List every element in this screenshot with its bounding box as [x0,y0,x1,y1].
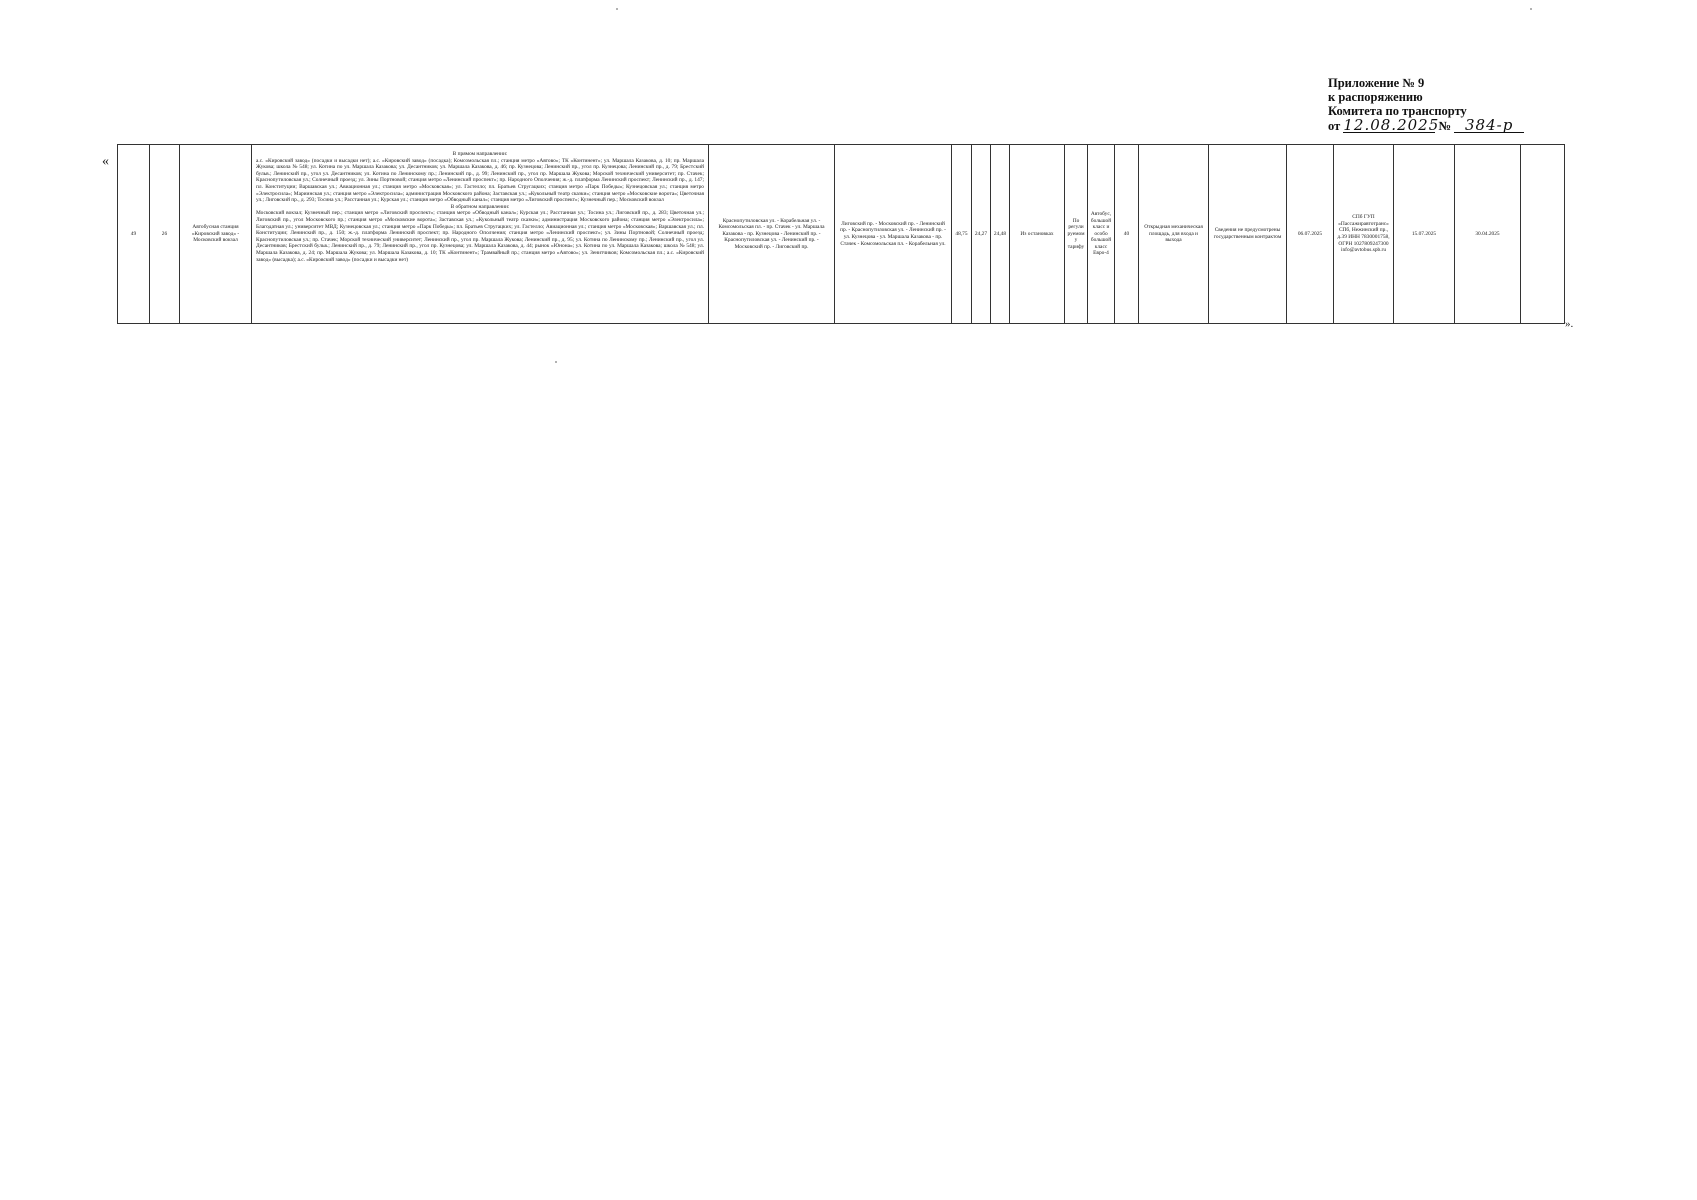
start-date-cell: 06.07.2025 [1287,145,1334,324]
route-name-cell: Автобусная станция «Кировский завод» - Московский вокзал [180,145,252,324]
scan-speck [555,361,557,363]
route-table [117,144,1565,324]
ticket-sale-cell: Открыдная механическая площадь, для входа и выхода [1139,145,1209,324]
row-number-cell: 49 [118,145,150,324]
route-row [118,145,1565,324]
date-from-cell: 15.07.2025 [1394,145,1455,324]
stops-forward-list: а.с. «Кировский завод» (посадки и высадки нет); а.с. «Кировский завод» (посадка); Комсомольская пл.; станция метро «Автово»; ТК «Континент»; ул. Маршала Казакова, д. 10; пр. Маршала Жукова; школа № 548; ул. Котина по ул. Маршала Казакова; ул. Десантников; ул. Маршала Казакова, д. 46; пр. Кузнецова; Ленинский пр., угол пр. Кузнецова; Ленинский пр., д. 79; Брестский бульв.; Ленинский пр., угол ул. Десантников; ул. Котина по Ленинскому пр.; Ленинский пр., д. 99; Ленинский пр., угол пр. Маршала Жукова; Морской технический университет; пр. Стачек; Краснопутиловская ул.; Солнечный проезд; ул. Зины Портновой; станция метро «Ленинский проспект»; пр. Народного Ополчения; ж.-д. платформа Ленинский проспект; Ленинский пр., д. 147; пл. Конституции; Варшавская ул.; Авиационная ул.; станция метро «Московская»; ул. Гастелло; пл. Братьев Стругацких; станция метро «Парк Победы»; Кузнецовская ул.; станция метро «Электросила»; Мариинская ул.; станция метро «Электросила»; администрация Московского района; Заставская ул.; «Кукольный театр сказки»; станция метро «Московские ворота»; Цветочная ул.; Лиговский пр., д. 293; Тосина ул.; Расстанная ул.; Курская ул.; станция метро «Обводный канал»; станция метро «Лиговский проспект»; Кузнечный пер.; Московский вокзал [256,157,704,204]
appendix-date-line [1328,118,1524,133]
vehicle-cell: Автобус, большой класс и особо большой класс Евро-4 [1088,145,1115,324]
vehicle-count-cell: 40 [1115,145,1139,324]
handwritten-date: 12.08.2025 [1343,116,1440,134]
number-label: № [1438,119,1452,133]
length-backward-cell: 24,48 [991,145,1010,324]
scan-speck [1530,8,1532,10]
appendix-line-3: Комитета по транспорту [1328,104,1467,118]
contract-cell: Сведения не предусмотрены государственным контрактом [1209,145,1287,324]
stops-backward-heading: В обратном направлении: [450,203,510,210]
opening-quote: « [102,154,109,169]
appendix-header [1328,76,1524,133]
appendix-line-1: Приложение № 9 [1328,76,1425,90]
length-total-cell: 48,75 [952,145,972,324]
stops-backward-list: Московский вокзал; Кузнечный пер.; станция метро «Лиговский проспект»; станция метро «Обводный канал»; Курская ул.; Расстанная ул.; Тосина ул.; Лиговский пр., д. 283; Цветочная ул.; Лиговский пр., угол Московского пр.; станция метро «Московские ворота»; Заставская ул.; «Кукольный театр сказки»; администрация Московского района; станция метро «Электросила»; Благодатная ул.; университет МВД; Кузнецовская ул.; станция метро «Парк Победы»; пл. Братьев Стругацких; ул. Гастелло; Авиационная ул.; станция метро «Московская»; Варшавская ул.; пл. Конституции; Ленинский пр., д. 150; ж.-д. платформа Ленинский проспект; пр. Народного Ополчения; станция метро «Ленинский проспект»; ул. Зины Портновой; Солнечный проезд; Краснопутиловская ул.; пр. Стачек; Морской технический университет; Ленинский пр., угол пр. Маршала Жукова; Ленинский пр., д. 95; ул. Котина по Ленинскому пр.; Ленинский пр., угол ул. Десантников; Брестский бульв.; Ленинский пр., д. 79; Ленинский пр., угол пр. Кузнецова; ул. Маршала Казакова, д. 44; рынок «Юнона»; ул. Котина по ул. Маршала Казакова; школа № 548; ул. Маршала Казакова, д. 24; пр. Маршала Жукова; ул. Маршала Казакова, д. 10; ТК «Континент»; Трамвайный пр.; станция метро «Автово»; ул. Зенитчиков; Комсомольская пл.; а.с. «Кировский завод» (высадка); а.с. «Кировский завод» (посадки и высадки нет) [256,210,704,263]
stops-forward-heading: В прямом направлении: [452,151,508,157]
stops-cell [252,145,709,324]
length-forward-cell: 24,27 [972,145,991,324]
streets-backward-cell: Лиговский пр. - Московский пр. - Ленинский пр. - Краснопутиловская ул. - Ленинский пр. - ул. Кузнецова - ул. Маршала Казакова - пр. Стачек - Комсомольская пл. - Корабельная ул. [835,145,952,324]
scan-speck [616,8,618,10]
appendix-line-2: к распоряжению [1328,90,1423,104]
last-cell [1521,145,1565,324]
stop-order-cell: Из остановках [1010,145,1065,324]
fare-order-cell: По регулируемому тарифу [1065,145,1088,324]
streets-forward-cell: Краснопутиловская ул. - Корабельная ул. - Комсомольская пл. - пр. Стачек - ул. Маршала Казакова - пр. Кузнецова - Ленинский пр. - Краснопутиловская ул. - Ленинский пр. - Московский пр. - Лиговский пр. [709,145,835,324]
carrier-cell: СПб ГУП «Пассажиравтотранс» СПб, Нежинский пр., д.39 ИНН 7830001758, ОГРН 1027809247300 info@avtobus.spb.ru [1334,145,1394,324]
date-to-cell: 30.04.2025 [1455,145,1521,324]
closing-quote: ». [1565,318,1574,330]
handwritten-number: 384-р [1454,118,1524,133]
from-label: от [1328,119,1341,133]
route-number-cell: 26 [150,145,180,324]
